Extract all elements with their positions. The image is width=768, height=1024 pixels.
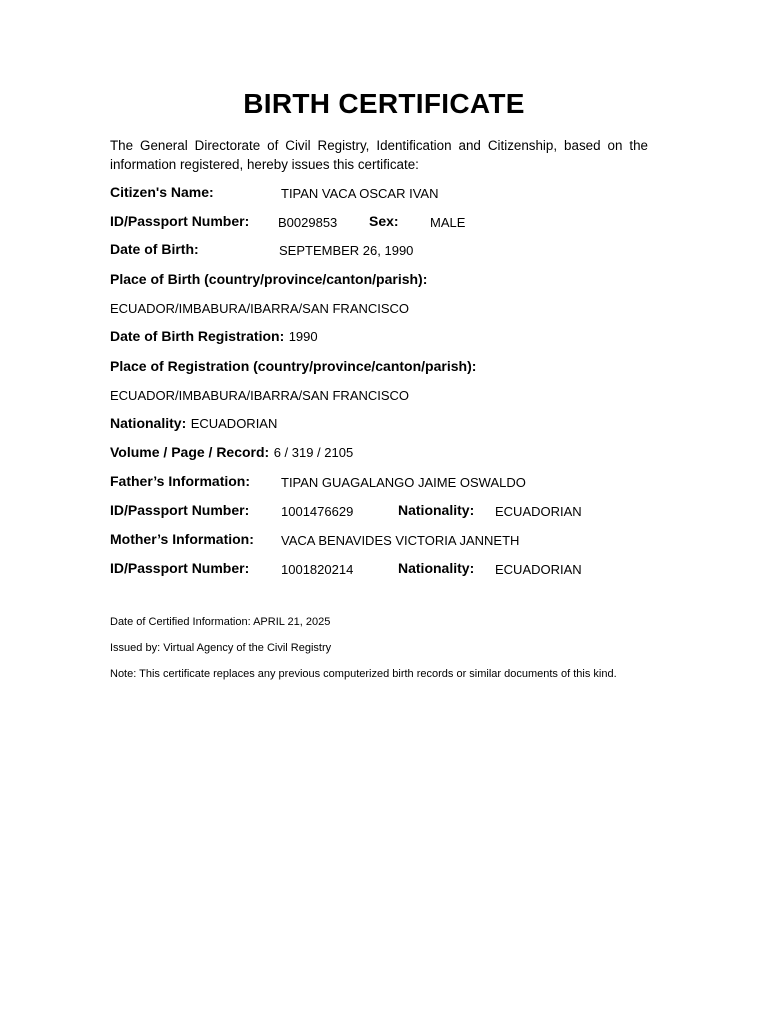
father-nationality-value: ECUADORIAN	[495, 504, 582, 519]
citizen-id-value: B0029853	[278, 215, 338, 230]
por-label: Place of Registration (country/province/canton/parish):	[110, 358, 477, 374]
por-value: ECUADOR/IMBABURA/IBARRA/SAN FRANCISCO	[110, 388, 410, 403]
record-value: 6 / 319 / 2105	[273, 445, 354, 460]
mother-id-value: 1001820214	[281, 562, 354, 577]
father-info-value: TIPAN GUAGALANGO JAIME OSWALDO	[281, 475, 526, 490]
father-info-label: Father’s Information:	[110, 473, 251, 489]
pob-label: Place of Birth (country/province/canton/parish):	[110, 271, 428, 287]
record-row	[110, 444, 353, 462]
mother-info-value: VACA BENAVIDES VICTORIA JANNETH	[281, 533, 520, 548]
father-id-value: 1001476629	[281, 504, 354, 519]
dob-registration-row	[110, 328, 318, 346]
certified-date: Date of Certified Information: APRIL 21, 2025	[110, 616, 331, 628]
sex-label: Sex:	[369, 213, 399, 229]
mother-id-label: ID/Passport Number:	[110, 560, 250, 576]
dob-registration-label: Date of Birth Registration:	[110, 328, 285, 344]
dob-value: SEPTEMBER 26, 1990	[279, 243, 414, 258]
document-title: BIRTH CERTIFICATE	[243, 88, 525, 119]
issued-by: Issued by: Virtual Agency of the Civil Registry	[110, 642, 332, 654]
certificate-note: Note: This certificate replaces any previous computerized birth records or similar documents of this kind.	[110, 668, 617, 680]
father-nationality-label: Nationality:	[398, 502, 475, 518]
father-id-label: ID/Passport Number:	[110, 502, 250, 518]
citizen-id-label: ID/Passport Number:	[110, 213, 250, 229]
mother-nationality-label: Nationality:	[398, 560, 475, 576]
sex-value: MALE	[430, 215, 466, 230]
intro-paragraph: The General Directorate of Civil Registry, Identification and Citizenship, based on the information registered, hereby issues this certificate:	[110, 138, 648, 172]
citizen-name-label: Citizen's Name:	[110, 184, 214, 200]
citizen-name-value: TIPAN VACA OSCAR IVAN	[281, 186, 439, 201]
nationality-row	[110, 415, 277, 433]
nationality-label: Nationality:	[110, 415, 187, 431]
dob-registration-value: 1990	[288, 329, 318, 344]
nationality-value: ECUADORIAN	[190, 416, 278, 431]
pob-value: ECUADOR/IMBABURA/IBARRA/SAN FRANCISCO	[110, 301, 410, 316]
dob-label: Date of Birth:	[110, 241, 199, 257]
record-label: Volume / Page / Record:	[110, 444, 270, 460]
mother-info-label: Mother’s Information:	[110, 531, 254, 547]
mother-nationality-value: ECUADORIAN	[495, 562, 582, 577]
